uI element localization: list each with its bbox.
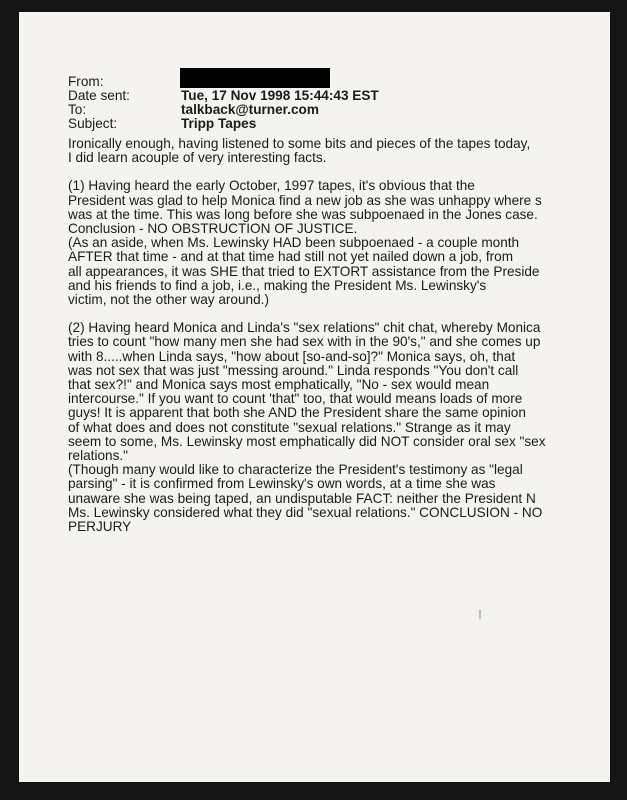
aside-paragraph: (As an aside, when Ms. Lewinsky HAD been subpoenaed - a couple month AFTER that time - and at that time had still not yet nailed down a job, from all appearances, it was SHE that tried to EXTORT assistance from the Preside and his friends to find a job, i.e., making the President Ms. Lewinsky's victim, not the other way around.): [68, 235, 540, 308]
paper-speck: [479, 610, 481, 619]
date-value: Tue, 17 Nov 1998 15:44:43 EST: [181, 88, 379, 103]
redaction-bar: [180, 68, 330, 88]
email-printout: [68, 75, 588, 534]
to-value: talkback@turner.com: [181, 102, 319, 117]
from-label: From:: [68, 74, 104, 89]
subject-value: Tripp Tapes: [181, 116, 257, 131]
point-one-paragraph: (1) Having heard the early October, 1997 tapes, it's obvious that the President was glad to help Monica find a new job as she was unhappy where s was at the time. This was long before she was subpoenaed in the Jones case. Conclusion - NO OBSTRUCTION OF JUSTICE.: [68, 178, 542, 237]
intro-paragraph: Ironically enough, having listened to some bits and pieces of the tapes today, I did learn acouple of very interesting facts.: [68, 136, 531, 166]
email-header: [68, 75, 588, 133]
to-label: To:: [68, 102, 87, 117]
date-label: Date sent:: [68, 88, 130, 103]
subject-label: Subject:: [68, 116, 118, 131]
point-two-paragraph: (2) Having heard Monica and Linda's "sex relations" chit chat, whereby Monica tries to count "how many men she had sex with in the 90's," and she comes up with 8.....when Linda says, "how about [so-and-so]?" Monica says, oh, that was not sex that was just "messing around." Linda responds "You don't call that sex?!" and Monica says most emphatically, "No - sex would mean intercourse." If you want to count 'that" too, that would means loads of more guys! It is apparent that both she AND the President share the same opinion of what does and does not constitute "sexual relations." Strange as it may seem to some, Ms. Lewinsky most emphatically did NOT consider oral sex "sex relations.": [68, 320, 546, 464]
perjury-paragraph: (Though many would like to characterize the President's testimony as "legal parsing" - it is confirmed from Lewinsky's own words, at a time she was unaware she was being taped, an undisputable FACT: neither the President N Ms. Lewinsky considered what they did "sexual relations." CONCLUSION - NO PERJURY: [68, 462, 543, 535]
